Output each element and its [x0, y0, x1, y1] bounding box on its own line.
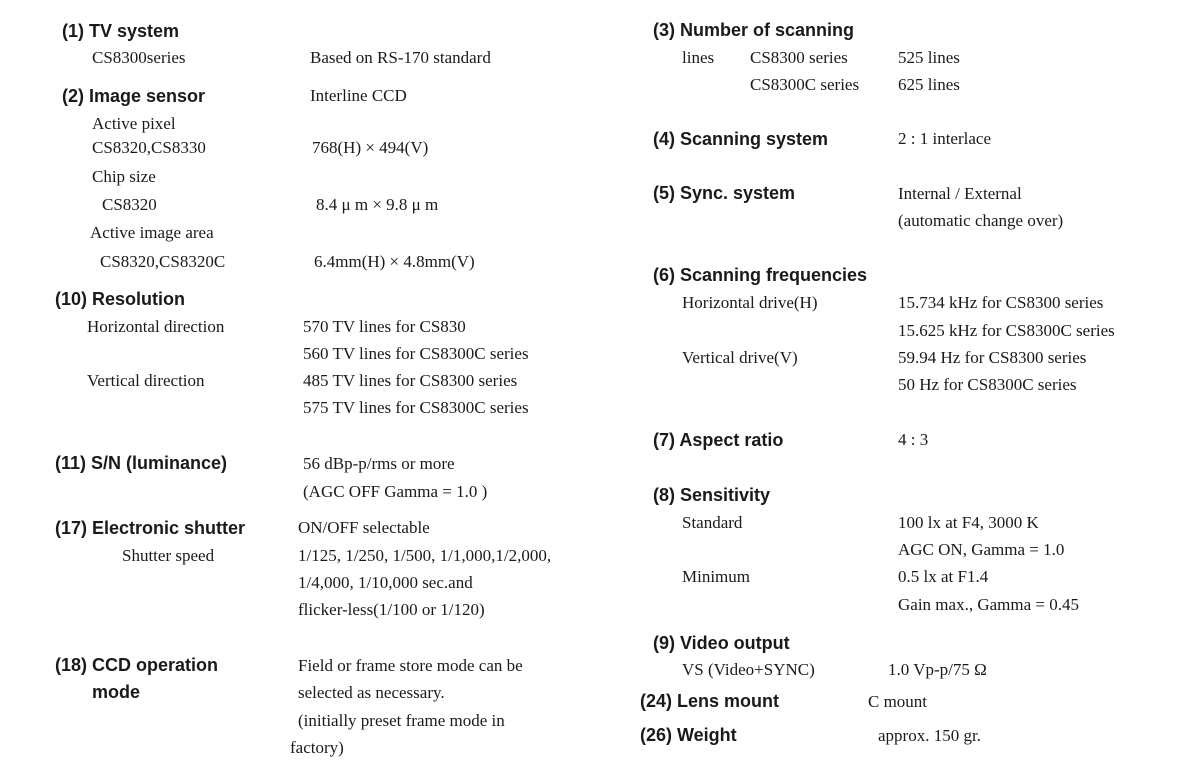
section-heading: (8) Sensitivity	[653, 485, 771, 505]
spec-label: CS8320	[102, 195, 157, 214]
spec-value: 100 lx at F4, 3000 K	[898, 513, 1039, 532]
spec-label: CS8300C series	[750, 75, 860, 94]
spec-value: 6.4mm(H) × 4.8mm(V)	[314, 252, 475, 271]
spec-value: 50 Hz for CS8300C series	[898, 375, 1077, 394]
spec-value: 625 lines	[898, 75, 960, 94]
spec-label: Active image area	[90, 223, 214, 242]
section-heading: (26) Weight	[640, 725, 737, 745]
spec-value: Field or frame store mode can be	[298, 656, 523, 675]
spec-value: 1/4,000, 1/10,000 sec.and	[298, 573, 473, 592]
spec-value: 1.0 Vp-p/75 Ω	[888, 660, 987, 679]
spec-value: 8.4 μ m × 9.8 μ m	[316, 195, 439, 214]
spec-label: Chip size	[92, 167, 156, 186]
spec-value: 525 lines	[898, 48, 960, 67]
spec-value: factory)	[290, 738, 344, 757]
spec-label: lines	[682, 48, 715, 67]
spec-label: Horizontal direction	[87, 317, 225, 336]
section-heading: (17) Electronic shutter	[55, 518, 246, 538]
spec-value: C mount	[868, 692, 928, 711]
spec-label: Vertical direction	[87, 371, 205, 390]
section-heading: (9) Video output	[653, 633, 790, 653]
spec-value: 15.625 kHz for CS8300C series	[898, 321, 1115, 340]
section-heading-cont: mode	[92, 682, 141, 702]
spec-value: 560 TV lines for CS8300C series	[303, 344, 529, 363]
section-heading: (6) Scanning frequencies	[653, 265, 868, 285]
spec-label: CS8320,CS8320C	[100, 252, 226, 271]
spec-label: CS8300series	[92, 48, 186, 67]
section-heading: (2) Image sensor	[62, 86, 206, 106]
spec-value: 1/125, 1/250, 1/500, 1/1,000,1/2,000,	[298, 546, 552, 565]
spec-value: 0.5 lx at F1.4	[898, 567, 989, 586]
spec-value: selected as necessary.	[298, 683, 445, 702]
spec-value: Based on RS-170 standard	[310, 48, 491, 67]
spec-value: (automatic change over)	[898, 211, 1064, 230]
section-heading: (1) TV system	[62, 21, 180, 41]
spec-value: AGC ON, Gamma = 1.0	[898, 540, 1065, 559]
spec-value: 56 dBp-p/rms or more	[303, 454, 455, 473]
section-heading: (4) Scanning system	[653, 129, 829, 149]
spec-value: Internal / External	[898, 184, 1022, 203]
spec-value: 15.734 kHz for CS8300 series	[898, 293, 1104, 312]
section-heading: (18) CCD operation	[55, 655, 219, 675]
spec-label: VS (Video+SYNC)	[682, 660, 815, 679]
spec-value: 4 : 3	[898, 430, 929, 449]
spec-label: Horizontal drive(H)	[682, 293, 818, 312]
section-heading: (10) Resolution	[55, 289, 186, 309]
spec-value: 768(H) × 494(V)	[312, 138, 429, 157]
spec-value: 59.94 Hz for CS8300 series	[898, 348, 1087, 367]
spec-value: 485 TV lines for CS8300 series	[303, 371, 518, 390]
spec-value: (AGC OFF Gamma = 1.0 )	[303, 482, 488, 501]
spec-value: 570 TV lines for CS830	[303, 317, 466, 336]
spec-value: ON/OFF selectable	[298, 518, 430, 537]
section-heading: (5) Sync. system	[653, 183, 796, 203]
spec-value: Interline CCD	[310, 86, 407, 105]
spec-label: Vertical drive(V)	[682, 348, 798, 367]
spec-label: Standard	[682, 513, 743, 532]
section-heading: (3) Number of scanning	[653, 20, 855, 40]
spec-label: Minimum	[682, 567, 751, 586]
spec-value: Gain max., Gamma = 0.45	[898, 595, 1079, 614]
spec-value: 2 : 1 interlace	[898, 129, 991, 148]
spec-value: flicker-less(1/100 or 1/120)	[298, 600, 485, 619]
spec-value: (initially preset frame mode in	[298, 711, 505, 730]
section-heading: (11) S/N (luminance)	[55, 453, 228, 473]
section-heading: (7) Aspect ratio	[653, 430, 784, 450]
spec-label: CS8320,CS8330	[92, 138, 206, 157]
spec-label: Active pixel	[92, 114, 176, 133]
spec-label: Shutter speed	[122, 546, 215, 565]
spec-value: approx. 150 gr.	[878, 726, 981, 745]
section-heading: (24) Lens mount	[640, 691, 780, 711]
spec-label: CS8300 series	[750, 48, 848, 67]
spec-value: 575 TV lines for CS8300C series	[303, 398, 529, 417]
